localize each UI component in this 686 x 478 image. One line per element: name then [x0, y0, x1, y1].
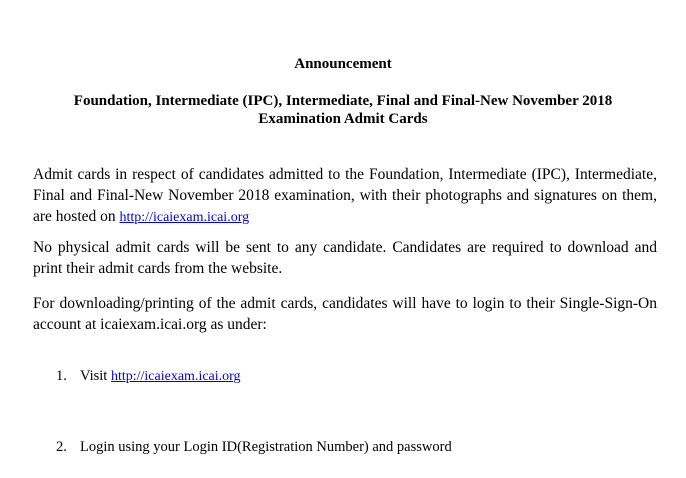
paragraph-admit-cards — [33, 164, 657, 228]
step-visit-link[interactable]: http://icaiexam.icai.org — [110, 369, 241, 384]
step-text: Visit — [80, 368, 111, 384]
paragraph-1-text: Admit cards in respect of candidates admitted to the Foundation, Intermediate (IPC), Intermediate, Final and Final-New November 2018 examination, with their photographs and signatures on them, are hosted on — [33, 166, 657, 225]
document-title — [0, 92, 686, 128]
step-number: 2. — [56, 439, 67, 455]
title-line-2: Examination Admit Cards — [258, 111, 428, 127]
paragraph-login-instructions: For downloading/printing of the admit cards, candidates will have to login to their Single-Sign-On account at icaiexam.icai.org as under: — [33, 295, 657, 333]
step-item-visit — [56, 367, 241, 386]
icaiexam-link[interactable]: http://icaiexam.icai.org — [119, 210, 250, 225]
announcement-heading: Announcement — [294, 56, 392, 72]
paragraph-no-physical-cards: No physical admit cards will be sent to any candidate. Candidates are required to download and print their admit cards from the website. — [33, 239, 657, 277]
step-number: 1. — [56, 368, 67, 384]
title-line-1: Foundation, Intermediate (IPC), Intermediate, Final and Final-New November 2018 — [73, 93, 613, 109]
step-text: Login using your Login ID(Registration Number) and password — [80, 439, 452, 455]
step-item-login — [56, 438, 452, 456]
